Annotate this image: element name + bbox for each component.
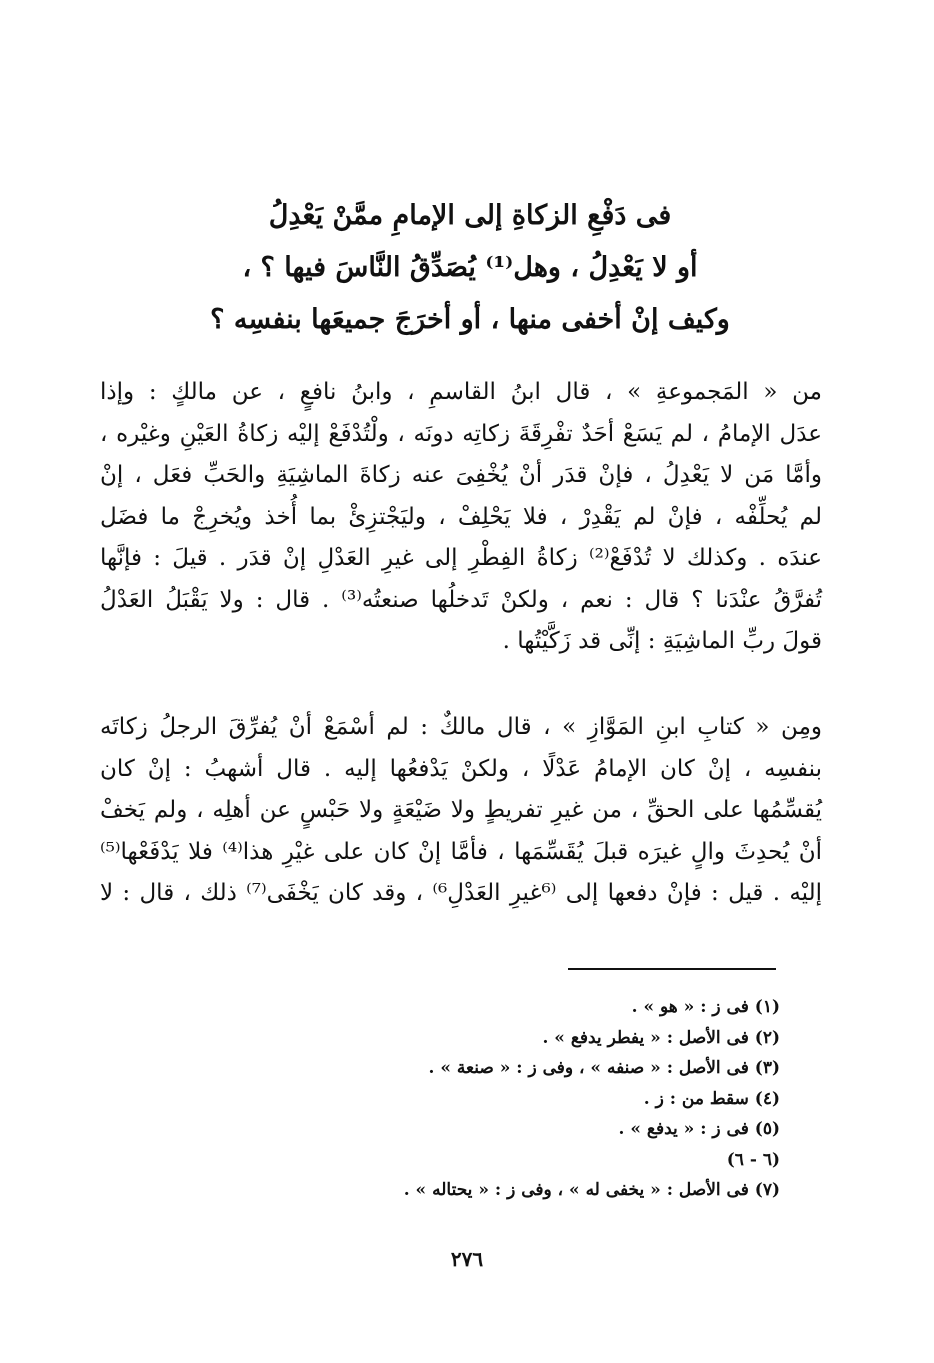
footnote: (٣) فى الأصل : « صنفه » ، وفى ز : « صنعة » . [428,1058,780,1078]
footnote: (٢) فى الأصل : « يفطر يدفع » . [542,1027,780,1048]
footnote: (٥) فى ز : « يدفع » . [618,1119,780,1139]
footnote: (١) فى ز : « هو » . [631,997,780,1017]
text-line: أنْ يُحدِثَ والٍ غيرَه قبلَ يُقَسِّمَها ، فأمَّا إنْ كان على غيْرِ هذا⁽⁴⁾ فلا يَدْفَعْها⁽⁵⁾ [100,838,822,865]
footnote: (٧) فى الأصل : « يخفى له » ، وفى ز : « يحتاله » . [403,1180,780,1200]
text-line: لم يُحلِّفْه ، فإنْ لم يَقْدِرْ ، فلا يَحْلِفْ ، وليَجْتزِئْ بما أُخذ ويُخرِجْ ما فضَل [100,503,822,530]
paragraph-majmua [100,372,822,663]
text-line: ومِن « كتابِ ابنِ المَوَّازِ » ، قال مالكٌ : لم أسْمَعْ أنْ يُفرِّقَ الرجلُ زكاتَه [100,714,822,740]
text-line: تُفرَّقُ عنْدَنا ؟ قال : نعم ، ولكنْ تَدخلُها صنعتُه⁽³⁾ . قال : ولا يَقْبَلُ العَدْلُ [100,586,822,613]
footnote: (٦ - ٦) [726,1149,780,1170]
text-line: يُقسِّمُها على الحقِّ ، من غيرِ تفريطٍ ولا ضَيْعَةٍ ولا حَبْسٍ عن أهلِه ، ولم يَخفْ [100,797,822,823]
footnotes [330,992,780,1206]
text-line: إليْه . قيل : فإنْ دفعها إلى ⁽⁶غيرِ العَدْلِ⁶⁾ ، وقد كان يَخْفَى⁽⁷⁾ ذلك ، قال : لا [100,880,823,906]
heading-line: أو لا يَعْدِلُ ، وهل⁽¹⁾ يُصَدِّقُ النَّاسَ فيها ؟ ، [242,252,698,283]
text-line: قولَ ربِّ الماشِيَةِ : إنِّى قد زَكَّيْتُها . [502,628,822,654]
heading-line: وكيف إنْ أخفى منها ، أو أخرَجَ جميعَها بنفسِه ؟ [210,304,730,335]
footnote: (٤) سقط من : ز . [643,1088,780,1109]
footnote-divider [568,968,776,970]
text-line: وأمَّا مَن لا يَعْدِلُ ، فإنْ قدَر أنْ يُخْفِىَ عنه زكاةَ الماشِيَةِ والحَبِّ فعَل ، إنْ [100,462,822,488]
paragraph-ibn-mawwaz [100,707,822,915]
page-number: ٢٧٦ [450,1247,484,1271]
text-line: عدَل الإمامُ ، لم يَسَعْ أحَدٌ تفْرِقَةَ زكاتِه دونَه ، ولْتُدْفَعْ إليْه زكاةُ العَيْنِ وغيْره ، [100,420,822,447]
text-line: من « المَجموعةِ » ، قال ابنُ القاسمِ ، وابنُ نافعٍ ، عن مالكٍ : وإذا [100,379,822,405]
chapter-heading [180,190,760,346]
text-line: بنفسِه ، إنْ كان الإمامُ عَدْلًا ، ولكنْ يَدْفعُها إليه . قال أشهبُ : إنْ كان [100,755,822,782]
text-line: عندَه . وكذلك لا تُدْفَعْ⁽²⁾ زكاةُ الفِطْرِ إلى غيرِ العَدْلِ إنْ قدَر . قيلَ : فإنَّها [100,545,822,571]
heading-line: فى دَفْعِ الزكاةِ إلى الإمامِ ممَّنْ يَعْدِلُ [268,200,672,231]
